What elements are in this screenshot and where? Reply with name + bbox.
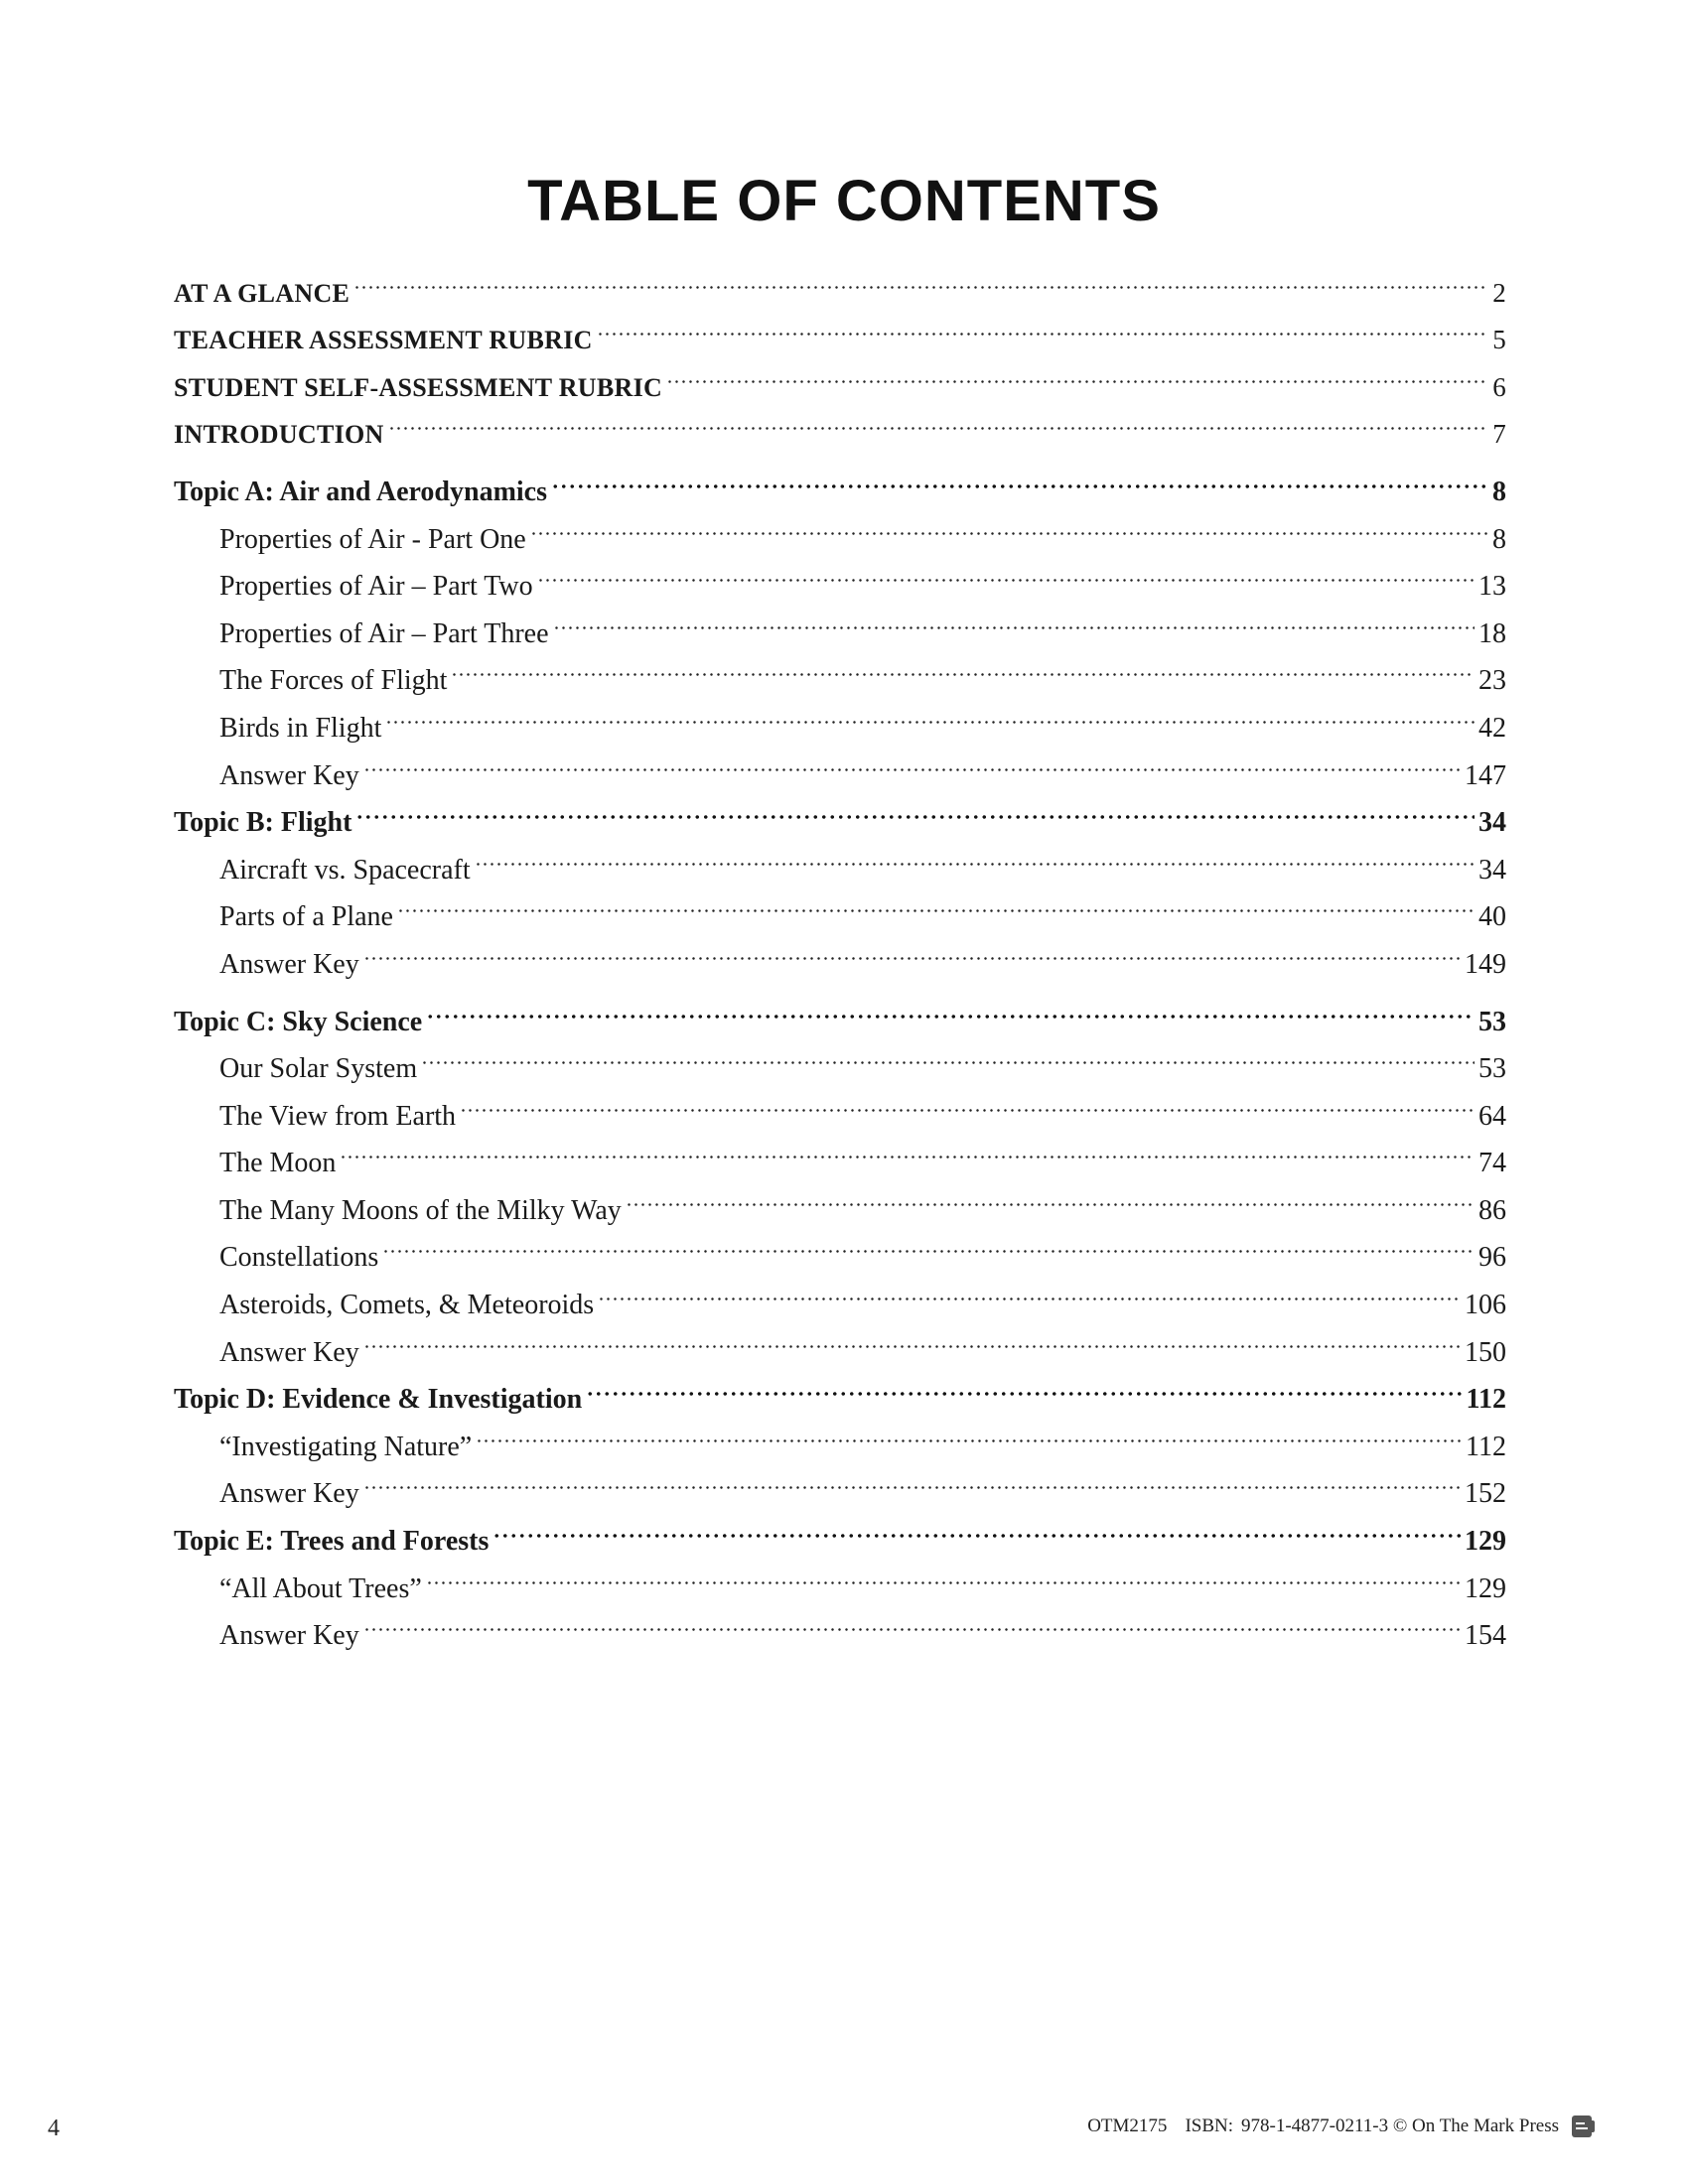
toc-item[interactable] bbox=[174, 925, 1506, 980]
dot-leader bbox=[553, 595, 1475, 642]
dot-leader bbox=[551, 453, 1488, 500]
dot-leader bbox=[355, 784, 1475, 832]
dot-leader bbox=[382, 1219, 1475, 1267]
toc-item-label: Answer Key bbox=[219, 1478, 359, 1510]
toc-item-label: Aircraft vs. Spacecraft bbox=[219, 854, 471, 886]
dot-leader bbox=[363, 1313, 1461, 1361]
toc-entry-page: 7 bbox=[1492, 419, 1506, 450]
dot-leader bbox=[597, 302, 1488, 349]
toc-item-label: Birds in Flight bbox=[219, 712, 382, 744]
page-footer bbox=[1087, 2114, 1597, 2139]
toc-item-label: Properties of Air – Part Two bbox=[219, 571, 533, 603]
toc-item[interactable] bbox=[174, 1597, 1506, 1652]
toc-topic-page: 34 bbox=[1478, 807, 1506, 839]
dot-leader bbox=[530, 500, 1488, 548]
toc-item[interactable] bbox=[174, 737, 1506, 791]
toc-item[interactable] bbox=[174, 1455, 1506, 1510]
dot-leader bbox=[598, 1266, 1461, 1313]
toc-topic-b[interactable] bbox=[174, 784, 1506, 839]
toc-item-label: The View from Earth bbox=[219, 1100, 457, 1132]
toc-item-page: 152 bbox=[1465, 1478, 1506, 1510]
toc-entry-label: AT A GLANCE bbox=[174, 278, 351, 308]
toc-topic-d[interactable] bbox=[174, 1361, 1506, 1416]
toc-topic-page: 112 bbox=[1466, 1384, 1506, 1416]
toc-item[interactable] bbox=[174, 831, 1506, 886]
toc-item-page: 23 bbox=[1478, 665, 1506, 697]
toc-item[interactable] bbox=[174, 1313, 1506, 1368]
toc-topic-page: 8 bbox=[1492, 476, 1506, 507]
dot-leader bbox=[492, 1502, 1461, 1550]
dot-leader bbox=[476, 1408, 1462, 1455]
toc-topic-label: Topic A: Air and Aerodynamics bbox=[174, 476, 548, 507]
toc-item-page: 147 bbox=[1465, 759, 1506, 791]
toc-item[interactable] bbox=[174, 1171, 1506, 1226]
dot-leader bbox=[363, 1455, 1461, 1503]
toc-item-page: 154 bbox=[1465, 1620, 1506, 1652]
toc-item-page: 40 bbox=[1478, 901, 1506, 933]
dot-leader bbox=[363, 925, 1461, 973]
isbn-label: ISBN: bbox=[1185, 2116, 1234, 2136]
dot-leader bbox=[363, 737, 1461, 784]
toc-item-label: Answer Key bbox=[219, 759, 359, 791]
toc-topic-e[interactable] bbox=[174, 1502, 1506, 1558]
dot-leader bbox=[397, 879, 1475, 926]
toc-item-page: 129 bbox=[1465, 1572, 1506, 1604]
toc-item-label: Our Solar System bbox=[219, 1053, 418, 1085]
dot-leader bbox=[451, 642, 1475, 690]
toc-item-label: “All About Trees” bbox=[219, 1572, 422, 1604]
toc-item-page: 96 bbox=[1478, 1242, 1506, 1274]
toc-topic-c[interactable] bbox=[174, 983, 1506, 1037]
toc-item-page: 106 bbox=[1465, 1290, 1506, 1321]
toc-item-label: The Moon bbox=[219, 1148, 337, 1179]
toc-item-label: The Many Moons of the Milky Way bbox=[219, 1194, 622, 1226]
toc-item-label: Properties of Air – Part Three bbox=[219, 617, 549, 649]
toc-item-page: 150 bbox=[1465, 1336, 1506, 1368]
toc-item[interactable] bbox=[174, 1125, 1506, 1179]
toc-entry-page: 2 bbox=[1492, 277, 1506, 308]
toc-entry-label: TEACHER ASSESSMENT RUBRIC bbox=[174, 326, 593, 355]
toc-item-page: 64 bbox=[1478, 1100, 1506, 1132]
dot-leader bbox=[388, 396, 1489, 444]
toc-item-label: Constellations bbox=[219, 1242, 379, 1274]
toc-item-page: 86 bbox=[1478, 1194, 1506, 1226]
toc-topic-a[interactable] bbox=[174, 453, 1506, 507]
toc-topic-page: 129 bbox=[1465, 1526, 1506, 1558]
dot-leader bbox=[363, 1597, 1461, 1645]
dot-leader bbox=[426, 1550, 1461, 1597]
toc-item-label: The Forces of Flight bbox=[219, 665, 448, 697]
dot-leader bbox=[340, 1125, 1475, 1172]
toc-item-label: Answer Key bbox=[219, 948, 359, 980]
toc-item-label: Asteroids, Comets, & Meteoroids bbox=[219, 1290, 595, 1321]
toc-entry-at-a-glance[interactable] bbox=[174, 254, 1506, 308]
dot-leader bbox=[626, 1171, 1475, 1219]
toc-item-page: 18 bbox=[1478, 617, 1506, 649]
toc-entry-label: STUDENT SELF-ASSESSMENT RUBRIC bbox=[174, 372, 663, 402]
dot-leader bbox=[666, 348, 1488, 396]
toc-topic-label: Topic D: Evidence & Investigation bbox=[174, 1384, 583, 1416]
toc-topic-label: Topic E: Trees and Forests bbox=[174, 1526, 490, 1558]
toc-entry-teacher-assessment-rubric[interactable] bbox=[174, 302, 1506, 355]
dot-leader bbox=[475, 831, 1475, 879]
toc-item-page: 53 bbox=[1478, 1053, 1506, 1085]
publisher-logo-icon bbox=[1571, 2114, 1597, 2139]
toc-item-page: 74 bbox=[1478, 1148, 1506, 1179]
dot-leader bbox=[460, 1077, 1475, 1125]
isbn-number: 978-1-4877-0211-3 bbox=[1241, 2116, 1389, 2136]
toc-item-label: Answer Key bbox=[219, 1620, 359, 1652]
page-title: TABLE OF CONTENTS bbox=[527, 168, 1161, 233]
dot-leader bbox=[537, 548, 1475, 596]
toc-item-page: 8 bbox=[1492, 523, 1506, 555]
toc-item-page: 34 bbox=[1478, 854, 1506, 886]
dot-leader bbox=[385, 689, 1475, 737]
page-number: 4 bbox=[48, 2116, 60, 2141]
toc-item-page: 13 bbox=[1478, 571, 1506, 603]
toc-item-label: Answer Key bbox=[219, 1336, 359, 1368]
dot-leader bbox=[426, 983, 1475, 1030]
product-code: OTM2175 bbox=[1087, 2116, 1168, 2136]
dot-leader bbox=[353, 254, 1488, 302]
toc-item-page: 112 bbox=[1466, 1431, 1506, 1462]
toc-item-label: “Investigating Nature” bbox=[219, 1431, 473, 1462]
dot-leader bbox=[421, 1030, 1475, 1078]
toc-entry-page: 6 bbox=[1492, 371, 1506, 402]
dot-leader bbox=[586, 1361, 1462, 1409]
toc-item-page: 42 bbox=[1478, 712, 1506, 744]
table-of-contents bbox=[174, 254, 1506, 1652]
toc-entry-label: INTRODUCTION bbox=[174, 420, 384, 450]
toc-item-page: 149 bbox=[1465, 948, 1506, 980]
toc-entry-page: 5 bbox=[1492, 325, 1506, 355]
toc-item-label: Parts of a Plane bbox=[219, 901, 393, 933]
toc-topic-page: 53 bbox=[1478, 1006, 1506, 1037]
toc-topic-label: Topic B: Flight bbox=[174, 807, 352, 839]
toc-item-label: Properties of Air - Part One bbox=[219, 523, 526, 555]
toc-topic-label: Topic C: Sky Science bbox=[174, 1006, 423, 1037]
copyright-text: © On The Mark Press bbox=[1392, 2116, 1559, 2136]
